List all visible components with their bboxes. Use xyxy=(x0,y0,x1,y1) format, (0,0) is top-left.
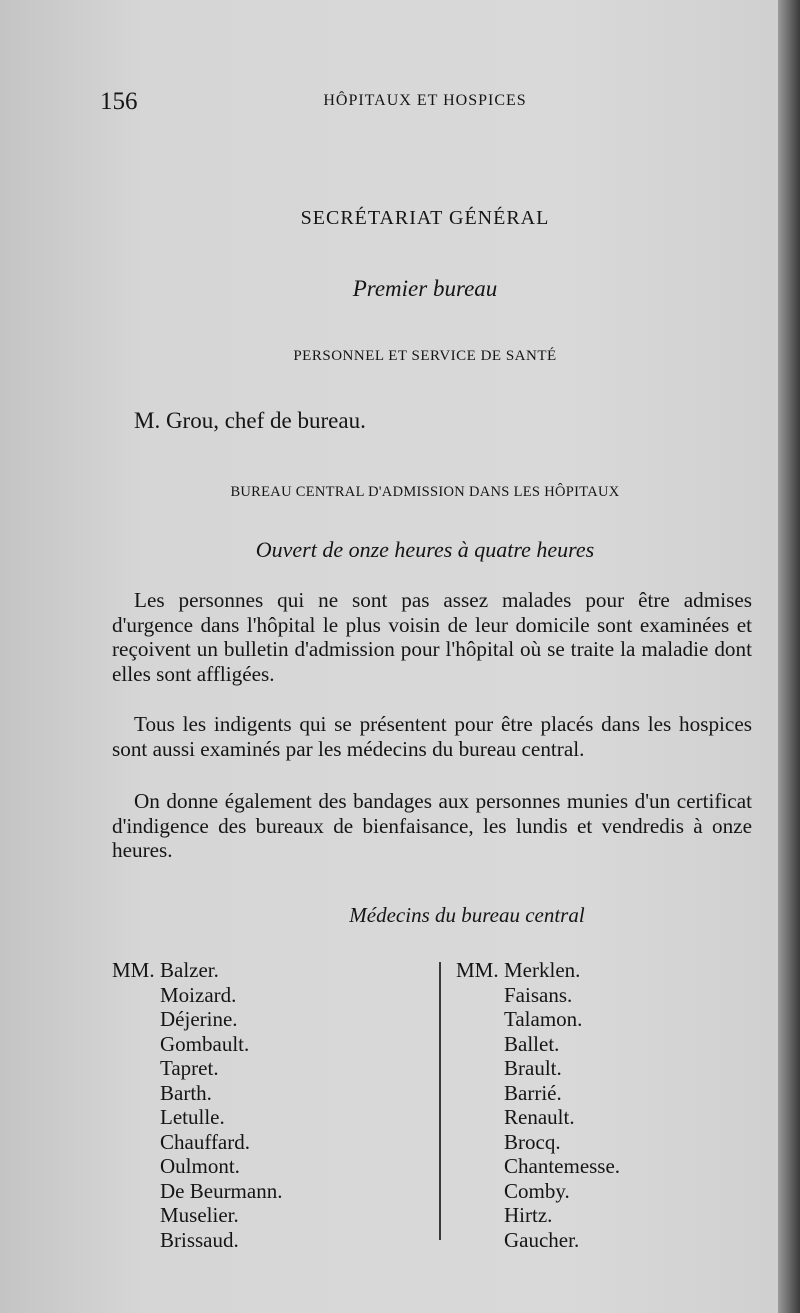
doctor-list-item xyxy=(456,1179,620,1204)
doctor-name: Brissaud. xyxy=(160,1227,239,1252)
doctor-name: De Beurmann. xyxy=(160,1178,283,1203)
running-header xyxy=(0,88,800,116)
doctor-name: Déjerine. xyxy=(160,1007,238,1031)
doctor-name: Ballet. xyxy=(504,1031,560,1056)
doctor-name: Renault. xyxy=(504,1105,575,1129)
paragraph-bandages: On donne également des bandages aux personnes munies d'un certificat d'indigence des bureaux de bienfaisance, les lundis et vendredis à onze heures. xyxy=(112,789,752,862)
doctor-name: Gombault. xyxy=(160,1031,250,1056)
doctor-list-item xyxy=(456,1056,620,1081)
doctor-name: Tapret. xyxy=(160,1056,219,1080)
bureau-title: Premier bureau xyxy=(352,276,498,301)
honorific-prefix xyxy=(112,1203,160,1228)
column-divider xyxy=(439,962,441,1240)
doctor-list-item xyxy=(456,1032,620,1057)
honorific-prefix xyxy=(112,1056,160,1081)
page-number: 156 xyxy=(100,88,138,115)
doctor-name: Gaucher. xyxy=(504,1227,580,1252)
honorific-prefix: MM. xyxy=(456,958,499,982)
doctor-name: Talamon. xyxy=(504,1007,583,1031)
doctor-list-item xyxy=(112,1105,282,1130)
honorific-prefix xyxy=(456,1032,504,1057)
doctor-list-item xyxy=(456,1228,620,1253)
honorific-prefix xyxy=(456,1007,504,1032)
honorific-prefix xyxy=(112,1228,160,1253)
honorific-prefix xyxy=(456,1056,504,1081)
honorific-prefix xyxy=(456,1228,504,1253)
paragraph-admission: Les personnes qui ne sont pas assez malades pour être admises d'urgence dans l'hôpital le plus voisin de leur domicile sont examinées et reçoivent un bulletin d'admission pour l'hôpital où se traite la maladie dont elles sont affligées. xyxy=(112,588,752,686)
medecins-right-column xyxy=(456,958,620,1252)
running-title: HÔPITAUX ET HOSPICES xyxy=(323,92,527,109)
doctor-list-item xyxy=(456,1203,620,1228)
doctor-list-item xyxy=(456,983,620,1008)
doctor-name: Barth. xyxy=(160,1080,212,1105)
doctor-name: Balzer. xyxy=(160,958,219,982)
doctor-list-item xyxy=(112,1130,282,1155)
doctor-list-item xyxy=(456,958,620,983)
honorific-prefix xyxy=(456,1105,504,1130)
honorific-prefix xyxy=(112,1130,160,1155)
doctor-list-item xyxy=(112,1154,282,1179)
honorific-prefix: MM. xyxy=(112,958,155,982)
doctor-list-item xyxy=(456,1081,620,1106)
personnel-title: PERSONNEL ET SERVICE DE SANTÉ xyxy=(293,348,557,364)
doctor-list-item xyxy=(112,958,282,983)
honorific-prefix xyxy=(112,1081,160,1106)
doctor-name: Oulmont. xyxy=(160,1154,240,1178)
doctor-list-item xyxy=(112,1179,282,1204)
doctor-name: Chantemesse. xyxy=(504,1154,621,1178)
doctor-name: Barrié. xyxy=(504,1080,562,1105)
honorific-prefix xyxy=(456,1130,504,1155)
doctor-list-item xyxy=(112,1056,282,1081)
honorific-prefix xyxy=(456,1154,504,1179)
doctor-list-item xyxy=(456,1130,620,1155)
honorific-prefix xyxy=(112,983,160,1008)
doctor-name: Hirtz. xyxy=(504,1203,553,1227)
medecins-title: Médecins du bureau central xyxy=(349,903,585,927)
doctor-list-item xyxy=(112,1032,282,1057)
doctor-name: Muselier. xyxy=(160,1203,239,1227)
doctor-name: Brocq. xyxy=(504,1129,561,1154)
page-edge-shadow xyxy=(778,0,800,1313)
doctor-name: Faisans. xyxy=(504,982,573,1007)
doctor-list-item xyxy=(112,983,282,1008)
honorific-prefix xyxy=(112,1154,160,1179)
honorific-prefix xyxy=(112,1179,160,1204)
medecins-left-column xyxy=(112,958,282,1252)
doctor-list-item xyxy=(112,1081,282,1106)
honorific-prefix xyxy=(112,1007,160,1032)
honorific-prefix xyxy=(456,983,504,1008)
doctor-list-item xyxy=(456,1007,620,1032)
honorific-prefix xyxy=(112,1032,160,1057)
section-title: SECRÉTARIAT GÉNÉRAL xyxy=(300,207,550,229)
doctor-list-item xyxy=(112,1203,282,1228)
doctor-name: Chauffard. xyxy=(160,1129,250,1154)
doctor-list-item xyxy=(456,1154,620,1179)
doctor-name: Letulle. xyxy=(160,1105,225,1129)
doctor-name: Brault. xyxy=(504,1056,562,1080)
honorific-prefix xyxy=(456,1203,504,1228)
doctor-list-item xyxy=(112,1007,282,1032)
opening-hours: Ouvert de onze heures à quatre heures xyxy=(255,537,595,562)
bureau-central-title: BUREAU CENTRAL D'ADMISSION DANS LES HÔPITAUX xyxy=(230,484,620,500)
honorific-prefix xyxy=(456,1081,504,1106)
chef-de-bureau: M. Grou, chef de bureau. xyxy=(134,408,366,433)
doctor-name: Moizard. xyxy=(160,982,237,1007)
doctor-name: Merklen. xyxy=(504,958,581,982)
doctor-list-item xyxy=(456,1105,620,1130)
doctor-name: Comby. xyxy=(504,1178,570,1203)
paragraph-indigents: Tous les indigents qui se présentent pour être placés dans les hospices sont aussi examinés par les médecins du bureau central. xyxy=(112,712,752,761)
doctor-list-item xyxy=(112,1228,282,1253)
honorific-prefix xyxy=(456,1179,504,1204)
honorific-prefix xyxy=(112,1105,160,1130)
